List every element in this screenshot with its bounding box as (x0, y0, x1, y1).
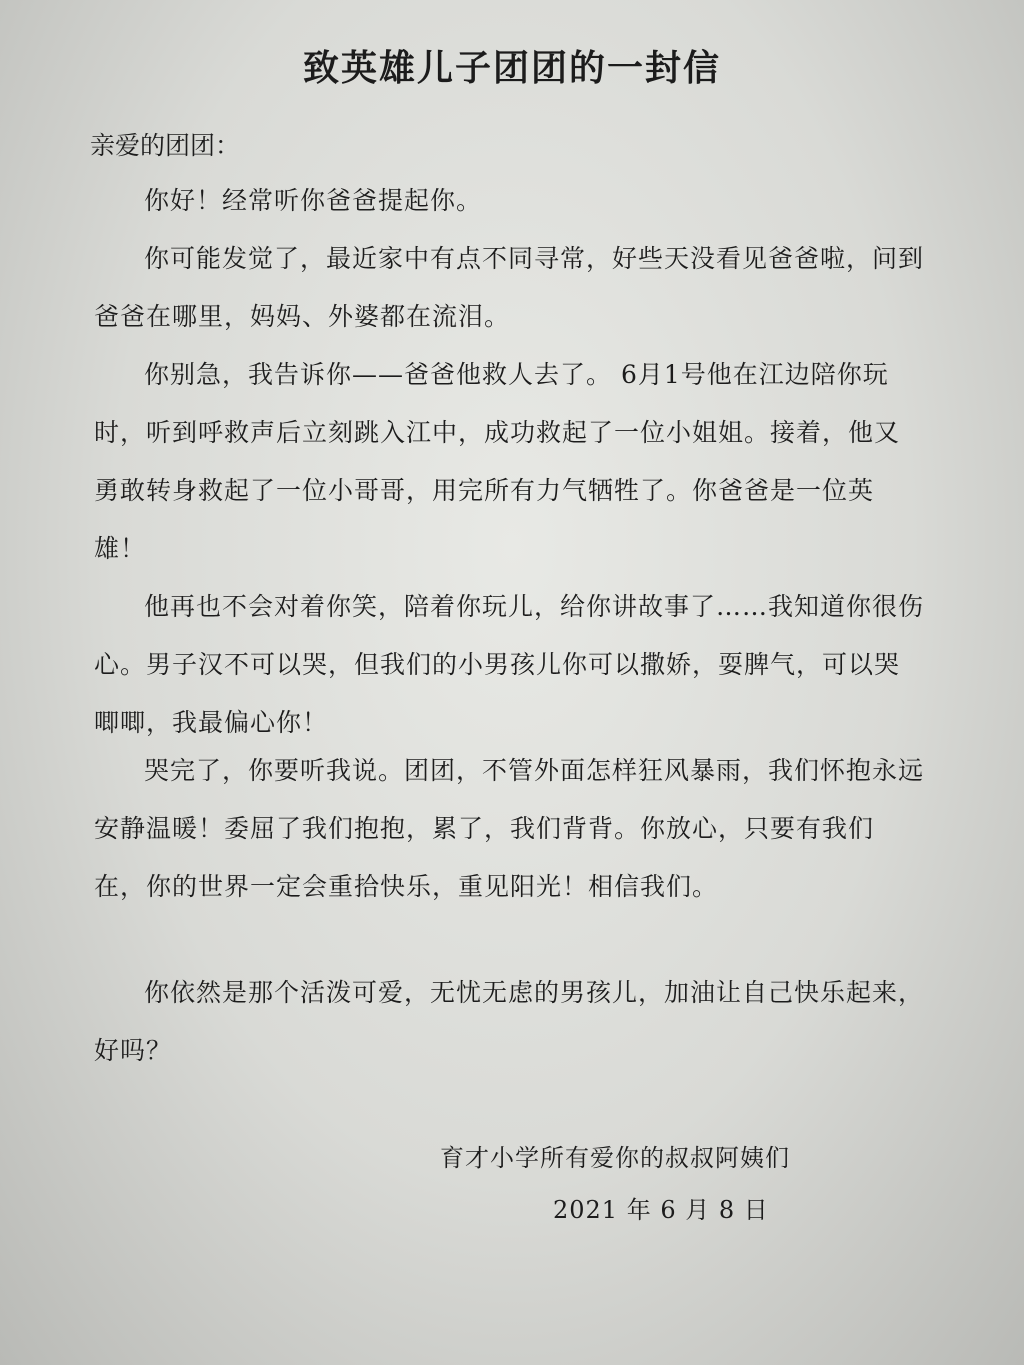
letter-salutation: 亲爱的团团： (90, 131, 241, 160)
letter-signature: 育才小学所有爱你的叔叔阿姨们 (440, 1144, 790, 1172)
letter-paragraph-2: 你可能发觉了，最近家中有点不同寻常，好些天没看见爸爸啦，问到爸爸在哪里，妈妈、外婆都在流泪。 (94, 244, 925, 331)
letter-title: 致英雄儿子团团的一封信 (302, 47, 721, 89)
letter-paragraph-5: 哭完了，你要听我说。团团，不管外面怎样狂风暴雨，我们怀抱永远安静温暖！委屈了我们抱抱，累了，我们背背。你放心，只要有我们在，你的世界一定会重拾快乐，重见阳光！相信我们。 (94, 756, 925, 901)
letter-paragraph-3: 你别急，我告诉你——爸爸他救人去了。 6月1号他在江边陪你玩时，听到呼救声后立刻跳入江中，成功救起了一位小姐姐。接着，他又勇敢转身救起了一位小哥哥，用完所有力气牺牲了。你爸爸是一位英雄！ (94, 360, 901, 563)
letter-date: 2021 年 6 月 8 日 (553, 1196, 769, 1224)
letter-paragraph-1: 你好！经常听你爸爸提起你。 (144, 186, 483, 215)
letter-paragraph-6: 你依然是那个活泼可爱，无忧无虑的男孩儿，加油让自己快乐起来，好吗？ (94, 978, 925, 1065)
letter-paragraph-4: 他再也不会对着你笑，陪着你玩儿，给你讲故事了……我知道你很伤心。男子汉不可以哭，但我们的小男孩儿你可以撒娇，耍脾气，可以哭唧唧，我最偏心你！ (94, 592, 925, 737)
